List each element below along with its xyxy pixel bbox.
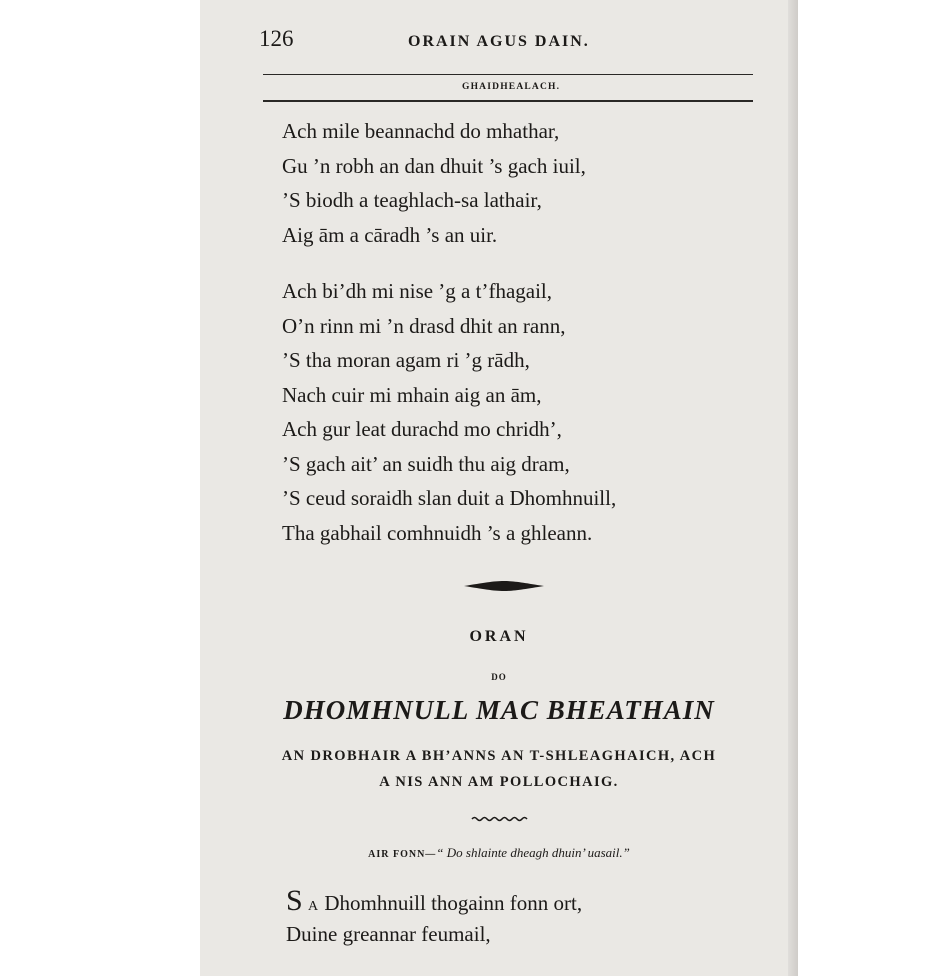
- squiggle-divider: [470, 815, 530, 823]
- verse-line: Aig ām a cāradh ’s an uir.: [282, 222, 498, 247]
- song-description-line-2: A NIS ANN AM POLLOCHAIG.: [379, 774, 619, 790]
- song-heading-do: DO: [491, 672, 507, 682]
- song-heading-oran: ORAN: [469, 628, 529, 645]
- page-edge: [788, 0, 798, 976]
- song-subject-name: DHOMHNULL MAC BHEATHAIN: [283, 695, 715, 725]
- header-rule: [263, 100, 753, 102]
- verse-line: Ach mile beannachd do mhathar,: [282, 119, 560, 143]
- running-subtitle: GHAIDHEALACH.: [462, 82, 561, 92]
- top-rule: [263, 74, 753, 75]
- air-label: AIR FONN—: [368, 849, 437, 860]
- verse-line: ’S tha moran agam ri ’g rādh,: [282, 348, 530, 372]
- drop-initial: S: [286, 884, 303, 917]
- air-tune-line: [200, 845, 798, 861]
- verse-line: ’S biodh a teaghlach-sa lathair,: [282, 188, 542, 212]
- verse-line: Nach cuir mi mhain aig an ām,: [282, 382, 542, 407]
- ornament-divider: [463, 578, 545, 594]
- verse-line: Duine greannar feumail,: [286, 922, 491, 946]
- verse-line: Ach bi’dh mi nise ’g a t’fhagail,: [282, 279, 553, 303]
- page-number: 126: [259, 26, 294, 51]
- verse-line: O’n rinn mi ’n drasd dhit an rann,: [282, 313, 566, 338]
- verse-line: Ach gur leat durachd mo chridh’,: [282, 417, 562, 441]
- running-title: ORAIN AGUS DAIN.: [408, 33, 590, 50]
- air-tune-title: “ Do shlainte dheagh dhuin’ uasail.”: [436, 845, 630, 860]
- verse-line: Gu ’n robh an dan dhuit ’s gach iuil,: [282, 153, 586, 178]
- stanza-2: [282, 274, 616, 550]
- verse-line: ’S ceud soraidh slan duit a Dhomhnuill,: [282, 486, 617, 510]
- verse-line: Tha gabhail comhnuidh ’s a ghleann.: [282, 520, 593, 545]
- verse-line: S A Dhomhnuill thogainn fonn ort,: [286, 884, 583, 917]
- verse-line: ’S gach ait’ an suidh thu aig dram,: [282, 451, 570, 476]
- song-description-line-1: AN DROBHAIR A BH’ANNS AN T-SHLEAGHAICH, ACH: [281, 748, 717, 764]
- stanza-1: [282, 114, 586, 252]
